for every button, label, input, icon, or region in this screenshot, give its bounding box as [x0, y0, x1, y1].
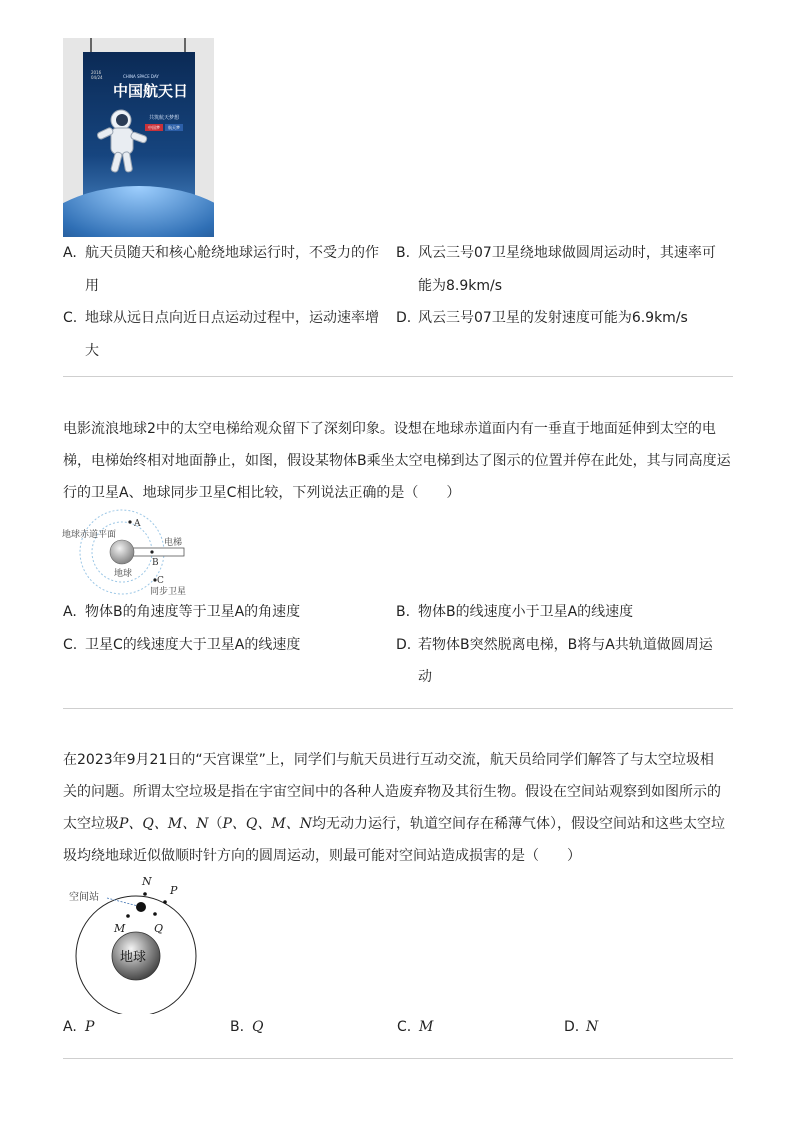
- q1-option-b-text: 风云三号07卫星绕地球做圆周运动时，其速率可: [418, 245, 716, 261]
- label-elevator: 电梯: [164, 538, 183, 548]
- q2-option-c[interactable]: [63, 635, 300, 655]
- q2-option-a-text: 物体B的角速度等于卫星A的角速度: [85, 604, 301, 620]
- label-sync: 同步卫星: [150, 587, 187, 597]
- poster-image: [63, 38, 214, 237]
- q1-option-b[interactable]: [396, 243, 716, 263]
- q2-stem-line-3: 行的卫星A、地球同步卫星C相比较，下列说法正确的是（ ）: [63, 485, 461, 501]
- object-b-dot: [150, 550, 153, 553]
- q3-option-a[interactable]: [63, 1017, 94, 1037]
- q2-option-d-cont: 动: [418, 669, 432, 685]
- debris-m-dot: [126, 914, 130, 918]
- divider: [63, 376, 733, 377]
- debris-n-dot: [143, 892, 147, 896]
- q3-figure: [62, 872, 212, 1014]
- q1-option-a-text: 航天员随天和核心舱绕地球运行时，不受力的作: [85, 245, 379, 261]
- q1-option-c-text: 地球从远日点向近日点运动过程中，运动速率增: [85, 310, 379, 326]
- q3-option-c[interactable]: [397, 1017, 433, 1037]
- q1-option-a[interactable]: [63, 243, 379, 263]
- label-m: M: [114, 922, 126, 935]
- label-earth: 地球: [120, 950, 147, 965]
- q1-option-b-cont: 能为8.9km/s: [418, 278, 503, 294]
- q2-option-c-text: 卫星C的线速度大于卫星A的线速度: [85, 637, 301, 653]
- q3-vars-2: P、Q、M、N: [222, 816, 312, 832]
- poster-badge-2: 航天梦: [165, 124, 183, 131]
- divider: [63, 1058, 733, 1059]
- q2-option-b-text: 物体B的线速度小于卫星A的线速度: [418, 604, 634, 620]
- label-b: B: [152, 558, 159, 568]
- q3-stem-3b: （: [208, 816, 223, 832]
- space-station-dot: [136, 902, 146, 912]
- q1-option-c-cont: 大: [85, 343, 99, 359]
- q2-option-a[interactable]: [63, 602, 300, 622]
- q2-stem-line-2: 梯，电梯始终相对地面静止，如图，假设某物体B乘坐太空电梯到达了图示的位置并停在此处，其与同高度运: [63, 453, 731, 469]
- option-letter: C.: [63, 637, 78, 653]
- q3-option-b[interactable]: [230, 1017, 263, 1037]
- label-n: N: [142, 875, 152, 888]
- option-letter: C.: [397, 1019, 412, 1035]
- label-earth: 地球: [114, 569, 133, 579]
- q3-stem-3c: 均无动力运行，轨道空间存在稀薄气体），假设空间站和这些太空垃: [311, 816, 725, 832]
- satellite-a-dot: [128, 520, 131, 523]
- q3-option-d-text: N: [586, 1019, 599, 1035]
- q3-option-a-text: P: [85, 1019, 95, 1035]
- label-q: Q: [154, 922, 164, 935]
- q2-figure: [60, 508, 195, 600]
- q1-option-c[interactable]: [63, 308, 379, 328]
- q1-option-d[interactable]: [396, 308, 688, 328]
- label-a: A: [134, 519, 141, 529]
- q3-stem-3a: 太空垃圾: [63, 816, 119, 832]
- option-letter: B.: [396, 245, 411, 261]
- q2-option-b[interactable]: [396, 602, 633, 622]
- q3-option-c-text: M: [419, 1019, 434, 1035]
- q3-stem-line-2: 关的问题。所谓太空垃圾是指在宇宙空间中的各种人造废弃物及其衍生物。假设在空间站观察到如图所示的: [63, 784, 721, 800]
- q3-option-d[interactable]: [564, 1017, 598, 1037]
- divider: [63, 708, 733, 709]
- option-letter: B.: [396, 604, 411, 620]
- debris-q-dot: [153, 912, 157, 916]
- q3-stem-line-1: 在2023年9月21日的“天宫课堂”上，同学们与航天员进行互动交流，航天员给同学们解答了与太空垃圾相: [63, 752, 714, 768]
- label-plane: 地球赤道平面: [62, 530, 117, 540]
- label-station: 空间站: [69, 892, 99, 903]
- option-letter: D.: [396, 637, 412, 653]
- q3-option-b-text: Q: [252, 1019, 264, 1035]
- poster-top-text: 2016 04/24: [91, 70, 103, 80]
- option-letter: D.: [564, 1019, 580, 1035]
- q2-option-d-text: 若物体B突然脱离电梯，B将与A共轨道做圆周运: [418, 637, 713, 653]
- poster-title: 中国航天日: [113, 82, 189, 100]
- label-c: C: [157, 576, 164, 586]
- option-letter: A.: [63, 604, 77, 620]
- debris-p-dot: [163, 900, 167, 904]
- q1-option-d-text: 风云三号07卫星的发射速度可能为6.9km/s: [418, 310, 688, 326]
- option-letter: B.: [230, 1019, 245, 1035]
- q2-stem-line-1: 电影流浪地球2中的太空电梯给观众留下了深刻印象。设想在地球赤道面内有一垂直于地面延伸到太空的电: [63, 421, 716, 437]
- q3-stem-line-3: [63, 814, 725, 834]
- option-letter: A.: [63, 245, 77, 261]
- q3-vars-1: P、Q、M、N: [119, 816, 209, 832]
- poster-slogan: 共筑航天梦想: [149, 115, 180, 121]
- q3-stem-line-4: 圾均绕地球近似做顺时针方向的圆周运动，则最可能对空间站造成损害的是（ ）: [63, 848, 581, 864]
- option-letter: D.: [396, 310, 412, 326]
- option-letter: A.: [63, 1019, 77, 1035]
- option-letter: C.: [63, 310, 78, 326]
- label-p: P: [170, 884, 178, 897]
- q1-option-a-cont: 用: [85, 278, 99, 294]
- q2-option-d[interactable]: [396, 635, 713, 655]
- poster-badge-1: 中国梦: [145, 124, 163, 131]
- poster-subtitle: CHINA SPACE DAY: [123, 74, 159, 79]
